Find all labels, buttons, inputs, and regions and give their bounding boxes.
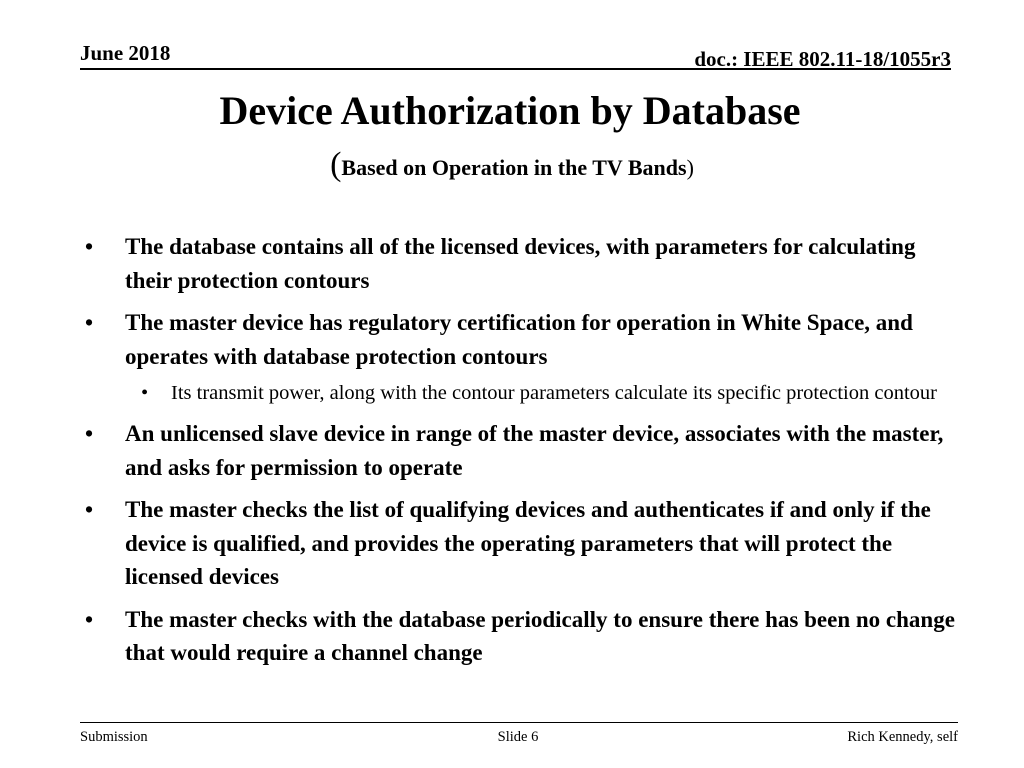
bullet-item <box>85 306 955 373</box>
header-doc-id: doc.: IEEE 802.11-18/1055r3 <box>694 47 951 71</box>
footer-author: Rich Kennedy, self <box>847 729 958 745</box>
bullet-list <box>85 230 955 679</box>
bullet-item <box>85 417 955 484</box>
bullet-marker: • <box>85 606 94 632</box>
bullet-text: The database contains all of the licensed devices, with parameters for calculating their protection contours <box>125 234 916 293</box>
header-divider <box>80 68 951 70</box>
subtitle-paren-close: ) <box>686 155 694 180</box>
slide-subtitle: Based on Operation in the TV Bands <box>341 155 687 180</box>
slide-title: Device Authorization by Database <box>219 88 801 133</box>
subtitle-row <box>0 145 1024 188</box>
bullet-item <box>85 603 955 670</box>
sub-bullet-marker: • <box>141 382 149 404</box>
slide-number-label: Slide 6 <box>497 729 539 745</box>
bullet-text: The master device has regulatory certification for operation in White Space, and operates with database protection contours <box>125 310 913 369</box>
bullet-marker: • <box>85 497 94 522</box>
bullet-item <box>85 230 955 297</box>
sub-bullet-item <box>85 378 955 409</box>
header-date: June 2018 <box>80 41 171 65</box>
bullet-text: The master checks with the database periodically to ensure there has been no change that would require a channel change <box>125 606 955 665</box>
bullet-marker: • <box>85 234 94 259</box>
bullet-text: An unlicensed slave device in range of the master device, associates with the master, and asks for permission to operate <box>125 421 944 480</box>
bullet-marker: • <box>85 421 94 446</box>
sub-bullet-text: Its transmit power, along with the contour parameters calculate its specific protection contour <box>171 382 937 404</box>
title-row <box>0 86 1024 136</box>
subtitle-paren-open: ( <box>330 146 342 183</box>
bullet-item <box>85 493 955 594</box>
footer-submission: Submission <box>80 729 148 745</box>
footer-divider <box>80 722 958 723</box>
bullet-text: The master checks the list of qualifying devices and authenticates if and only if the device is qualified, and provides the operating parameters that will protect the licensed devices <box>125 497 931 589</box>
bullet-marker: • <box>85 310 94 335</box>
